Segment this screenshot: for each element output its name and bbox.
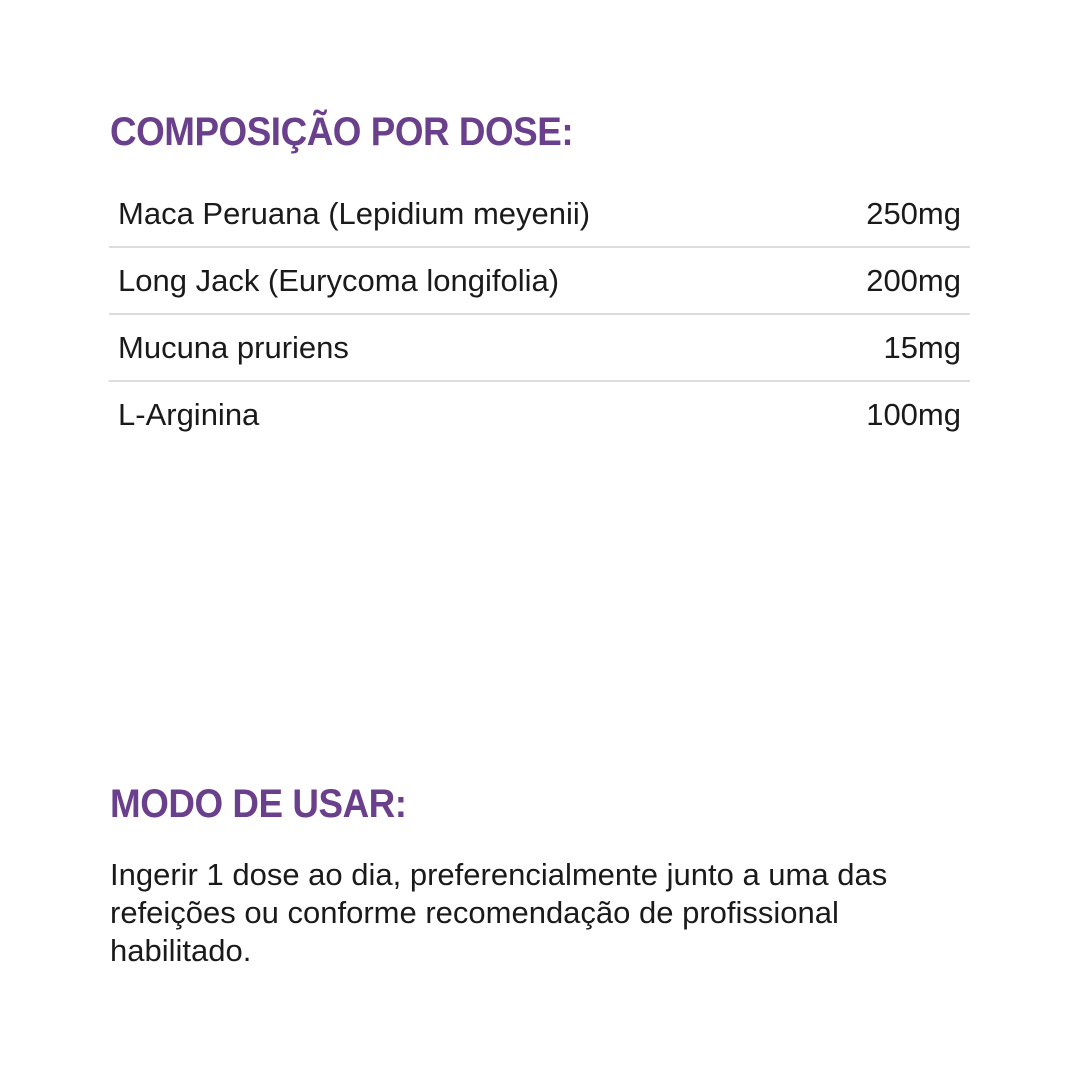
composition-row — [109, 248, 970, 315]
composition-table — [109, 181, 970, 447]
ingredient-name: L-Arginina — [118, 396, 260, 432]
ingredient-amount: 250mg — [866, 195, 961, 231]
composition-row — [109, 382, 970, 447]
usage-instructions: Ingerir 1 dose ao dia, preferencialmente junto a uma das refeições ou conforme recomendação de profissional habilitado. — [110, 857, 888, 968]
composition-heading: COMPOSIÇÃO POR DOSE: — [110, 110, 574, 154]
ingredient-name: Long Jack (Eurycoma longifolia) — [118, 262, 560, 298]
ingredient-amount: 200mg — [866, 262, 961, 298]
usage-heading: MODO DE USAR: — [110, 782, 407, 826]
ingredient-name: Mucuna pruriens — [118, 329, 349, 365]
ingredient-amount: 15mg — [883, 329, 961, 365]
composition-row — [109, 315, 970, 382]
ingredient-name: Maca Peruana (Lepidium meyenii) — [118, 195, 591, 231]
composition-row — [109, 181, 970, 248]
ingredient-amount: 100mg — [866, 396, 961, 432]
